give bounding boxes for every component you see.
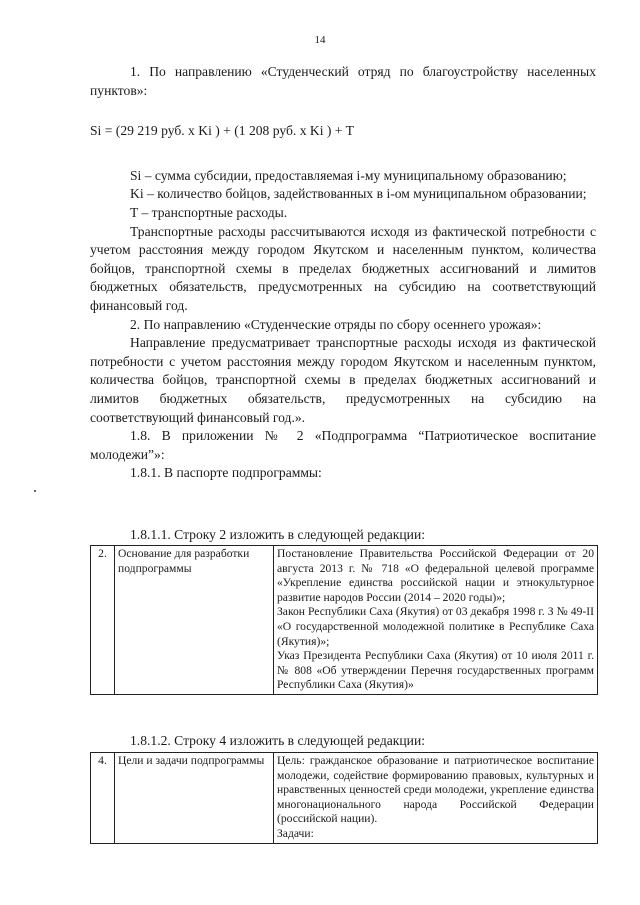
scan-speck bbox=[34, 490, 36, 492]
paragraph-transport-costs: Транспортные расходы рассчитываются исходя из фактической потребности с учетом расстояния между городом Якутском и населенным пунктом, количества бойцов, транспортной схемы в пределах бюджетных ассигнований и лимитов бюджетных обязательств, предусмотренных на субсидию на соответствующий финансовый год. bbox=[90, 223, 596, 313]
row-number: 2. bbox=[91, 546, 115, 695]
paragraph-direction-1: 1. По направлению «Студенческий отряд по благоустройству населенных пунктов»: bbox=[90, 64, 596, 98]
paragraph-1-8-1: 1.8.1. В паспорте подпрограммы: bbox=[130, 465, 322, 481]
paragraph-1-8: 1.8. В приложении № 2 «Подпрограмма “Патриотическое воспитание молодежи”»: bbox=[90, 428, 596, 462]
paragraph-direction-2-body: Направление предусматривает транспортные расходы исходя из фактической потребности с учетом расстояния между городом Якутском и населенным пунктом, количества бойцов, транспортной схемы в пределах бюджетных ассигнований и лимитов бюджетных обязательств, предусмотренных на субсидию на соответствующий финансовый год.». bbox=[90, 335, 596, 425]
table2-caption: 1.8.1.2. Строку 4 изложить в следующей редакции: bbox=[130, 733, 425, 748]
row-number: 4. bbox=[91, 753, 115, 844]
table-row bbox=[91, 546, 598, 695]
content-line: Указ Президента Республики Саха (Якутия) от 10 июля 2011 г. № 808 «Об утверждении Перечня государственных программ Республики Саха (Якутия)» bbox=[277, 649, 594, 692]
page-number: 14 bbox=[314, 34, 326, 46]
content-line: Цель: гражданское образование и патриотическое воспитание молодежи, содействие формированию правовых, культурных и нравственных ценностей среди молодежи, укрепление единства многонационального народа Российской Федерации (российской нации). bbox=[277, 754, 594, 826]
subsidy-formula: Si = (29 219 руб. х Ki ) + (1 208 руб. х Ki ) + T bbox=[90, 123, 354, 139]
table-row-2 bbox=[90, 545, 598, 695]
row-label: Основание для разработки подпрограммы bbox=[115, 546, 274, 695]
paragraph-direction-2: 2. По направлению «Студенческие отряды по сбору осеннего урожая»: bbox=[130, 316, 542, 332]
row-content bbox=[274, 753, 598, 844]
content-line: Постановление Правительства Российской Федерации от 20 августа 2013 г. № 718 «О федеральной целевой программе «Укрепление единства российской нации и этнокультурное развитие народов России (2014 – 2020 годы)»; bbox=[277, 547, 594, 604]
table1-caption: 1.8.1.1. Строку 2 изложить в следующей редакции: bbox=[130, 527, 425, 542]
table-row-4 bbox=[90, 752, 598, 844]
content-line: Закон Республики Саха (Якутия) от 03 декабря 1998 г. З № 49-II «О государственной молодежной политике в Республике Саха (Якутия)»; bbox=[277, 605, 594, 648]
document-body bbox=[90, 63, 596, 483]
definition-t: T – транспортные расходы. bbox=[130, 204, 288, 220]
table-row bbox=[91, 753, 598, 844]
content-line: Задачи: bbox=[277, 826, 314, 840]
row-label: Цели и задачи подпрограммы bbox=[115, 753, 274, 844]
definition-ki: Ki – количество бойцов, задействованных в i-ом муниципальном образовании; bbox=[130, 186, 587, 202]
definition-si: Si – сумма субсидии, предоставляемая i-му муниципальному образованию; bbox=[130, 167, 567, 183]
row-content bbox=[274, 546, 598, 695]
